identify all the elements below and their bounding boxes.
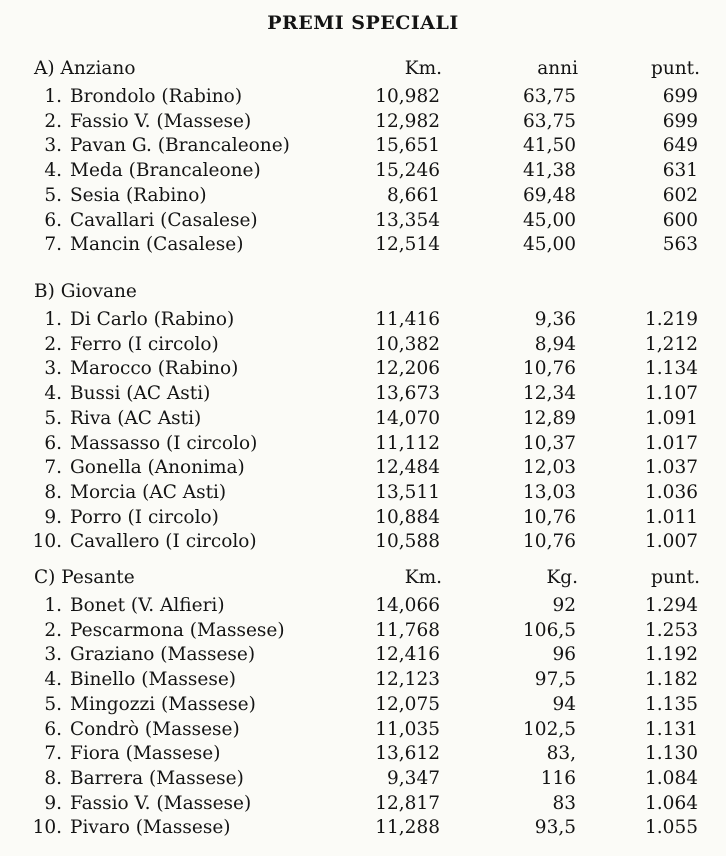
row-points: 1.091 [645,408,698,429]
table-row [0,184,726,208]
table-row [0,643,726,667]
row-second-value: 97,5 [534,669,576,690]
section-heading: A) Anziano [34,58,136,79]
table-row [0,110,726,134]
row-name: Cavallero (I circolo) [70,531,257,552]
row-name: Brondolo (Rabino) [70,86,243,107]
row-name: Ferro (I circolo) [70,334,219,355]
row-name: Condrò (Massese) [70,719,240,740]
row-name: Mingozzi (Massese) [70,694,256,715]
section-header [0,57,726,81]
row-km: 11,416 [375,309,440,330]
row-name: Di Carlo (Rabino) [70,309,235,330]
row-km: 12,982 [375,111,440,132]
row-rank: 2. [44,111,62,132]
row-name: Fiora (Massese) [70,743,221,764]
row-rank: 3. [44,644,62,665]
column-header-points: punt. [651,567,700,588]
row-name: Fassio V. (Massese) [70,111,252,132]
row-km: 10,382 [375,334,440,355]
row-points: 1.107 [645,383,698,404]
row-rank: 8. [44,768,62,789]
row-rank: 7. [44,234,62,255]
row-points: 1.007 [645,531,698,552]
row-name: Riva (AC Asti) [70,408,202,429]
row-name: Binello (Massese) [70,669,237,690]
row-points: 1.192 [645,644,698,665]
row-second-value: 9,36 [534,309,576,330]
row-km: 14,070 [375,408,440,429]
row-points: 1.134 [645,358,698,379]
row-km: 10,588 [375,531,440,552]
row-km: 12,514 [375,234,440,255]
row-name: Pivaro (Massese) [70,817,231,838]
row-km: 10,884 [375,507,440,528]
row-second-value: 12,03 [523,457,576,478]
row-rank: 9. [44,793,62,814]
row-second-value: 10,76 [523,358,576,379]
row-name: Marocco (Rabino) [70,358,239,379]
column-header-points: punt. [651,58,700,79]
row-second-value: 63,75 [523,111,576,132]
row-rank: 7. [44,457,62,478]
row-rank: 6. [44,433,62,454]
row-second-value: 83 [552,793,576,814]
table-row [0,530,726,554]
row-rank: 6. [44,210,62,231]
row-km: 13,673 [375,383,440,404]
column-header-km: Km. [404,58,442,79]
row-points: 1.037 [645,457,698,478]
row-points: 1.219 [645,309,698,330]
row-second-value: 96 [552,644,576,665]
row-km: 13,612 [375,743,440,764]
row-rank: 4. [44,669,62,690]
row-name: Bonet (V. Alfieri) [70,595,225,616]
column-header-second: anni [537,58,578,79]
row-points: 1.084 [645,768,698,789]
row-points: 699 [662,86,698,107]
section-heading: C) Pesante [34,567,135,588]
row-second-value: 69,48 [523,185,576,206]
row-rank: 1. [44,86,62,107]
row-points: 1.253 [645,620,698,641]
table-row [0,134,726,158]
row-name: Meda (Brancaleone) [70,160,261,181]
row-name: Bussi (AC Asti) [70,383,211,404]
table-row [0,382,726,406]
row-km: 12,817 [375,793,440,814]
row-second-value: 93,5 [534,817,576,838]
row-name: Mancin (Casalese) [70,234,244,255]
row-km: 12,075 [375,694,440,715]
row-points: 1.055 [645,817,698,838]
row-rank: 5. [44,694,62,715]
row-km: 10,982 [375,86,440,107]
row-km: 12,416 [375,644,440,665]
table-row [0,333,726,357]
row-name: Barrera (Massese) [70,768,244,789]
table-row [0,407,726,431]
row-km: 9,347 [387,768,440,789]
row-rank: 10. [32,531,62,552]
row-second-value: 83, [546,743,576,764]
row-km: 13,354 [375,210,440,231]
table-row [0,308,726,332]
row-points: 1.036 [645,482,698,503]
row-points: 1.135 [645,694,698,715]
row-name: Pescarmona (Massese) [70,620,285,641]
table-row [0,742,726,766]
row-second-value: 92 [552,595,576,616]
row-name: Graziano (Massese) [70,644,256,665]
table-row [0,668,726,692]
row-second-value: 94 [552,694,576,715]
row-km: 12,206 [375,358,440,379]
table-row [0,594,726,618]
row-rank: 4. [44,160,62,181]
row-points: 1.294 [645,595,698,616]
row-points: 600 [662,210,698,231]
row-km: 11,288 [375,817,440,838]
table-row [0,432,726,456]
row-rank: 6. [44,719,62,740]
row-name: Gonella (Anonima) [70,457,245,478]
row-rank: 7. [44,743,62,764]
row-rank: 9. [44,507,62,528]
row-km: 15,246 [375,160,440,181]
row-second-value: 10,76 [523,507,576,528]
table-row [0,506,726,530]
row-points: 649 [662,135,698,156]
row-second-value: 10,37 [523,433,576,454]
row-second-value: 10,76 [523,531,576,552]
row-name: Cavallari (Casalese) [70,210,258,231]
row-points: 563 [662,234,698,255]
row-second-value: 116 [540,768,576,789]
column-header-km: Km. [404,567,442,588]
row-rank: 3. [44,135,62,156]
column-header-second: Kg. [546,567,578,588]
row-km: 12,484 [375,457,440,478]
row-second-value: 106,5 [523,620,576,641]
row-points: 1.017 [645,433,698,454]
row-name: Massasso (I circolo) [70,433,258,454]
row-second-value: 45,00 [523,210,576,231]
row-rank: 2. [44,620,62,641]
page-title: PREMI SPECIALI [267,12,459,34]
row-km: 14,066 [375,595,440,616]
row-points: 602 [662,185,698,206]
table-row [0,481,726,505]
row-name: Morcia (AC Asti) [70,482,227,503]
table-row [0,693,726,717]
row-second-value: 41,38 [523,160,576,181]
table-row [0,456,726,480]
row-second-value: 13,03 [523,482,576,503]
row-second-value: 63,75 [523,86,576,107]
table-row [0,209,726,233]
row-rank: 3. [44,358,62,379]
row-points: 631 [662,160,698,181]
table-row [0,619,726,643]
row-points: 699 [662,111,698,132]
row-rank: 2. [44,334,62,355]
section-header [0,566,726,590]
row-km: 11,112 [375,433,440,454]
table-row [0,233,726,257]
row-points: 1.064 [645,793,698,814]
row-points: 1.182 [645,669,698,690]
table-row [0,357,726,381]
row-rank: 5. [44,185,62,206]
row-km: 11,035 [375,719,440,740]
row-second-value: 12,34 [523,383,576,404]
table-row [0,816,726,840]
section-heading: B) Giovane [34,281,137,302]
table-row [0,767,726,791]
table-row [0,85,726,109]
row-rank: 4. [44,383,62,404]
row-name: Fassio V. (Massese) [70,793,252,814]
row-name: Porro (I circolo) [70,507,219,528]
table-row [0,792,726,816]
table-row [0,159,726,183]
row-name: Sesia (Rabino) [70,185,207,206]
row-second-value: 41,50 [523,135,576,156]
row-second-value: 8,94 [534,334,576,355]
row-rank: 5. [44,408,62,429]
table-row [0,718,726,742]
row-second-value: 12,89 [523,408,576,429]
row-rank: 10. [32,817,62,838]
row-km: 12,123 [375,669,440,690]
row-rank: 1. [44,309,62,330]
section-header [0,280,726,304]
row-km: 8,661 [387,185,440,206]
row-rank: 1. [44,595,62,616]
row-points: 1.011 [645,507,698,528]
row-km: 13,511 [375,482,440,503]
row-km: 15,651 [375,135,440,156]
row-points: 1,212 [645,334,698,355]
row-km: 11,768 [375,620,440,641]
row-second-value: 102,5 [523,719,576,740]
row-points: 1.131 [645,719,698,740]
row-points: 1.130 [645,743,698,764]
row-second-value: 45,00 [523,234,576,255]
row-name: Pavan G. (Brancaleone) [70,135,290,156]
row-rank: 8. [44,482,62,503]
